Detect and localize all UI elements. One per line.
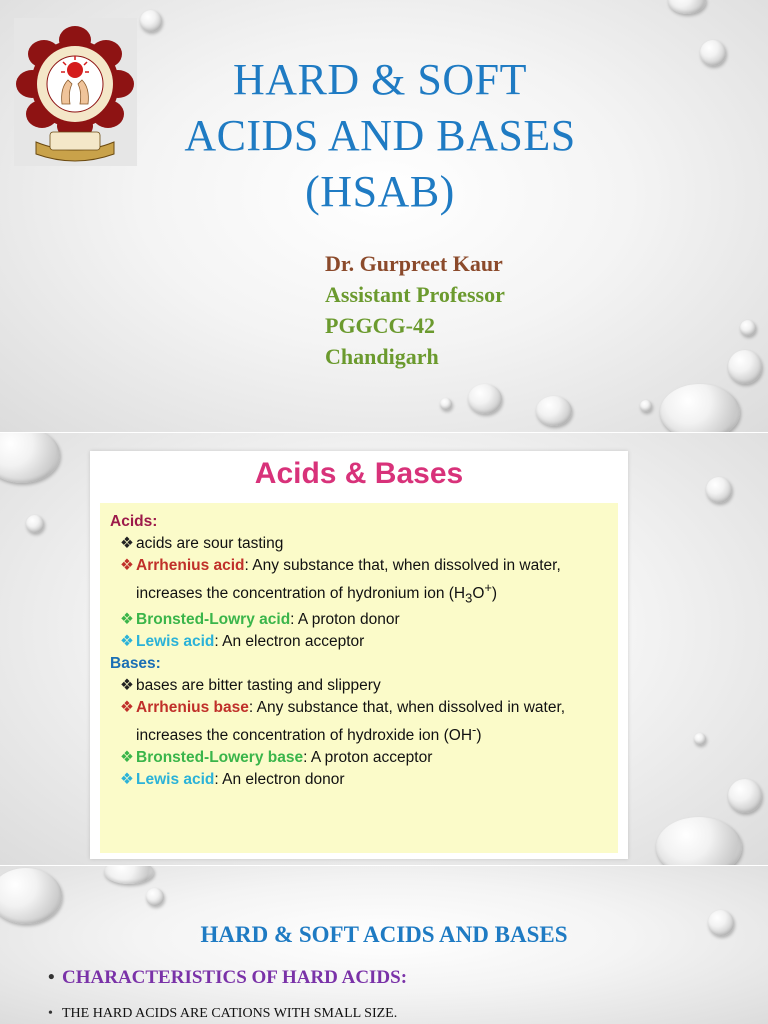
item-text: acids are sour tasting — [136, 535, 284, 552]
item-text: : Any substance that, when dissolved in water, increases the concentration of hydronium ion (H — [136, 557, 561, 603]
diamond-bullet-icon: ❖ — [120, 557, 134, 574]
list-item — [110, 697, 608, 747]
water-drop — [440, 398, 452, 410]
panel-heading: Acids & Bases — [254, 457, 464, 490]
water-drop — [668, 0, 706, 14]
item-text: : An electron acceptor — [214, 633, 365, 651]
superscript: - — [472, 722, 477, 738]
item-text: bases are bitter tasting and slippery — [136, 677, 381, 695]
subscript: 3 — [465, 590, 473, 606]
list-item — [110, 769, 608, 791]
title-line: (HSAB) — [305, 167, 455, 216]
bullet-text: THE HARD ACIDS ARE CATIONS WITH SMALL SIZE. — [62, 1006, 398, 1021]
water-drop — [728, 350, 762, 384]
diamond-bullet-icon: ❖ — [120, 749, 134, 767]
water-drop — [694, 733, 706, 745]
author-name: Dr. Gurpreet Kaur — [325, 251, 503, 276]
bullet-text: CHARACTERISTICS OF HARD ACIDS: — [62, 967, 408, 988]
item-text: ) — [491, 585, 498, 603]
term: Arrhenius acid — [136, 557, 245, 574]
acids-bases-panel — [90, 451, 628, 859]
water-drop — [26, 515, 44, 533]
diamond-bullet-icon: ❖ — [120, 771, 134, 789]
college-emblem-icon — [14, 18, 137, 166]
water-drop — [536, 396, 572, 426]
water-drop — [640, 400, 652, 412]
definitions-box — [100, 503, 618, 853]
author-institution: PGGCG-42 — [325, 313, 435, 338]
water-drop — [660, 384, 740, 432]
list-item — [110, 609, 608, 631]
title-slide — [0, 0, 768, 432]
list-item — [110, 555, 608, 609]
water-drop — [656, 817, 742, 865]
author-position: Assistant Professor — [325, 282, 505, 307]
author-block — [325, 248, 505, 372]
water-drop — [728, 779, 762, 813]
water-drop — [706, 477, 732, 503]
hsab-slide — [0, 866, 768, 1024]
list-item — [110, 533, 608, 555]
title-line: HARD & SOFT — [233, 55, 527, 104]
title-line: ACIDS AND BASES — [184, 111, 576, 160]
item-text: ) — [476, 727, 482, 745]
list-item — [110, 631, 608, 653]
acids-label: Acids: — [110, 513, 158, 530]
water-drop — [740, 320, 756, 336]
superscript: + — [484, 580, 492, 595]
water-drop — [0, 868, 62, 924]
list-item — [110, 675, 608, 697]
presentation-title — [160, 52, 600, 220]
term: Lewis acid — [136, 771, 215, 789]
term: Bronsted-Lowery base — [136, 749, 304, 767]
bases-label: Bases: — [110, 655, 161, 673]
item-text: : Any substance that, when dissolved in water, increases the concentration of hydroxide ion (OH — [136, 699, 566, 745]
author-city: Chandigarh — [325, 344, 439, 369]
bullet-item — [48, 967, 407, 989]
water-drop — [104, 866, 154, 884]
bullet-item — [48, 1006, 397, 1022]
item-text: : A proton acceptor — [303, 749, 433, 767]
list-item — [110, 747, 608, 769]
item-text: : A proton donor — [290, 611, 400, 629]
bullet-dot-icon: • — [48, 1006, 53, 1021]
diamond-bullet-icon: ❖ — [120, 677, 134, 695]
bullet-dot-icon: • — [48, 967, 55, 988]
term: Lewis acid — [136, 633, 215, 651]
water-drop — [700, 40, 726, 66]
water-drop — [0, 433, 60, 483]
acids-bases-slide — [0, 433, 768, 865]
water-drop — [468, 384, 502, 414]
diamond-bullet-icon: ❖ — [120, 699, 134, 717]
diamond-bullet-icon: ❖ — [120, 633, 134, 651]
college-logo — [14, 18, 137, 166]
water-drop — [140, 10, 162, 32]
diamond-bullet-icon: ❖ — [120, 535, 134, 552]
water-drop — [146, 888, 164, 906]
item-text: O — [472, 585, 485, 603]
term: Arrhenius base — [136, 699, 249, 717]
term: Bronsted-Lowry acid — [136, 611, 291, 629]
item-text: : An electron donor — [214, 771, 345, 789]
diamond-bullet-icon: ❖ — [120, 611, 134, 629]
slide-title: HARD & SOFT ACIDS AND BASES — [200, 922, 568, 947]
